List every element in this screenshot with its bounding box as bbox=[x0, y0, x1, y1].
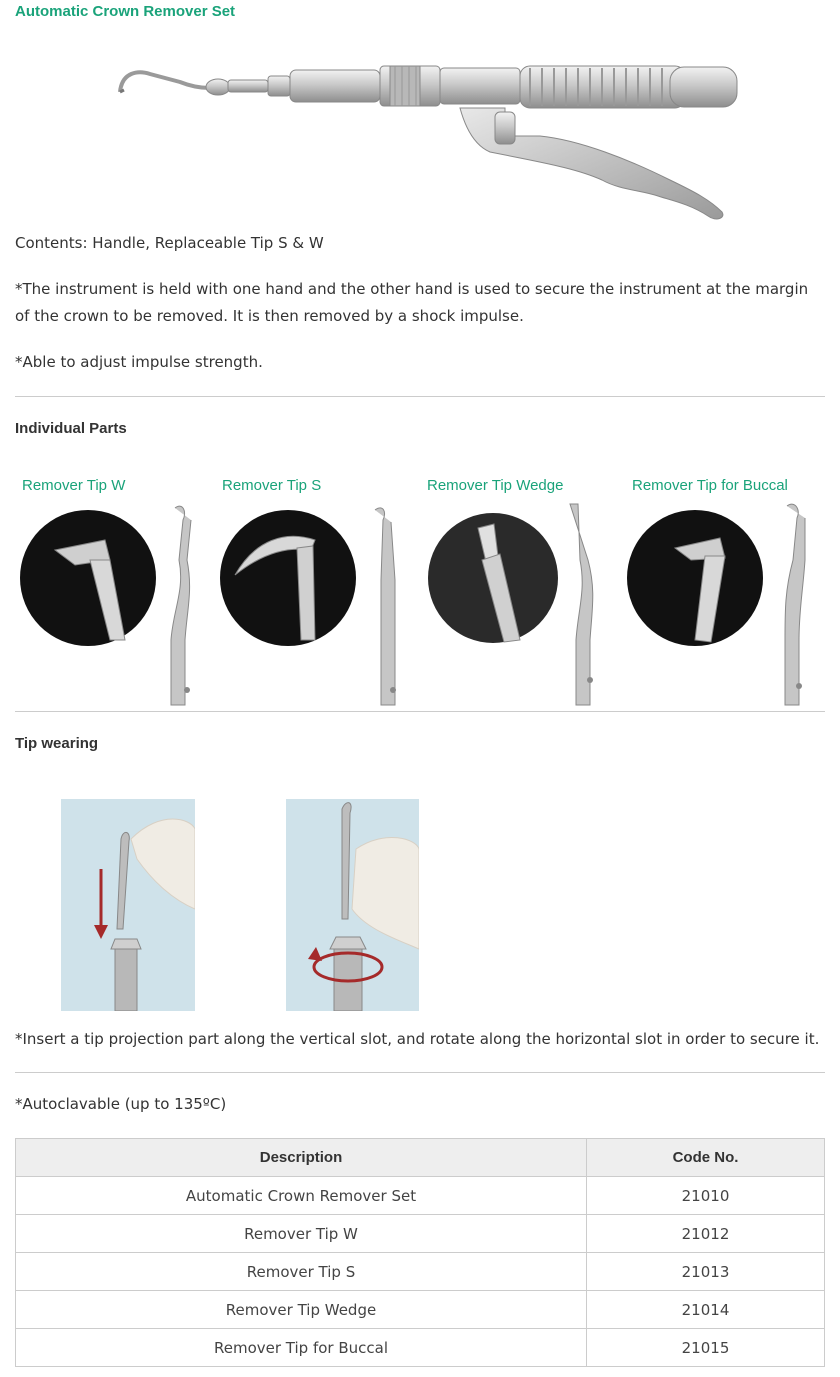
table-header-row bbox=[16, 1139, 825, 1177]
part-label: Remover Tip for Buccal bbox=[632, 477, 788, 494]
row-code: 21014 bbox=[587, 1291, 825, 1329]
table-row bbox=[16, 1291, 825, 1329]
row-description: Remover Tip W bbox=[16, 1215, 587, 1253]
part-card-tip-w bbox=[15, 472, 215, 712]
tip-wedge-image bbox=[420, 500, 620, 712]
tip-insert-photo bbox=[61, 799, 195, 1011]
description-header: Description bbox=[16, 1139, 587, 1177]
part-label: Remover Tip W bbox=[22, 477, 126, 494]
row-code: 21015 bbox=[587, 1329, 825, 1367]
divider bbox=[15, 1072, 825, 1073]
divider bbox=[15, 711, 825, 712]
row-description: Remover Tip Wedge bbox=[16, 1291, 587, 1329]
tip-w-image bbox=[15, 500, 215, 712]
table-row bbox=[16, 1329, 825, 1367]
tip-s-image bbox=[215, 500, 415, 712]
part-card-tip-wedge bbox=[420, 472, 620, 712]
row-description: Remover Tip for Buccal bbox=[16, 1329, 587, 1367]
part-label: Remover Tip S bbox=[222, 477, 322, 494]
tip-wearing-instruction: *Insert a tip projection part along the vertical slot, and rotate along the horizontal slot in order to secure it. bbox=[15, 1030, 820, 1048]
part-label: Remover Tip Wedge bbox=[427, 477, 564, 494]
crown-remover-image bbox=[110, 40, 750, 230]
tip-rotate-photo bbox=[286, 799, 419, 1011]
individual-parts-heading: Individual Parts bbox=[15, 420, 127, 437]
impulse-note: *Able to adjust impulse strength. bbox=[15, 353, 263, 371]
part-card-tip-buccal bbox=[625, 472, 825, 712]
table-row bbox=[16, 1253, 825, 1291]
row-description: Remover Tip S bbox=[16, 1253, 587, 1291]
contents-text: Contents: Handle, Replaceable Tip S & W bbox=[15, 234, 324, 252]
row-code: 21010 bbox=[587, 1177, 825, 1215]
table-row bbox=[16, 1177, 825, 1215]
part-card-tip-s bbox=[215, 472, 415, 712]
table-row bbox=[16, 1215, 825, 1253]
row-code: 21012 bbox=[587, 1215, 825, 1253]
description-text: *The instrument is held with one hand and the other hand is used to secure the instrument at the margin of the crown to be removed. It is then removed by a shock impulse. bbox=[15, 280, 809, 325]
individual-parts-gallery bbox=[15, 472, 825, 712]
row-description: Automatic Crown Remover Set bbox=[16, 1177, 587, 1215]
code-header: Code No. bbox=[587, 1139, 825, 1177]
tip-buccal-image bbox=[625, 500, 825, 712]
row-code: 21013 bbox=[587, 1253, 825, 1291]
product-code-table bbox=[15, 1138, 825, 1367]
page-title: Automatic Crown Remover Set bbox=[15, 3, 236, 20]
autoclave-note: *Autoclavable (up to 135ºC) bbox=[15, 1095, 227, 1113]
divider bbox=[15, 396, 825, 397]
tip-wearing-heading: Tip wearing bbox=[15, 735, 99, 752]
